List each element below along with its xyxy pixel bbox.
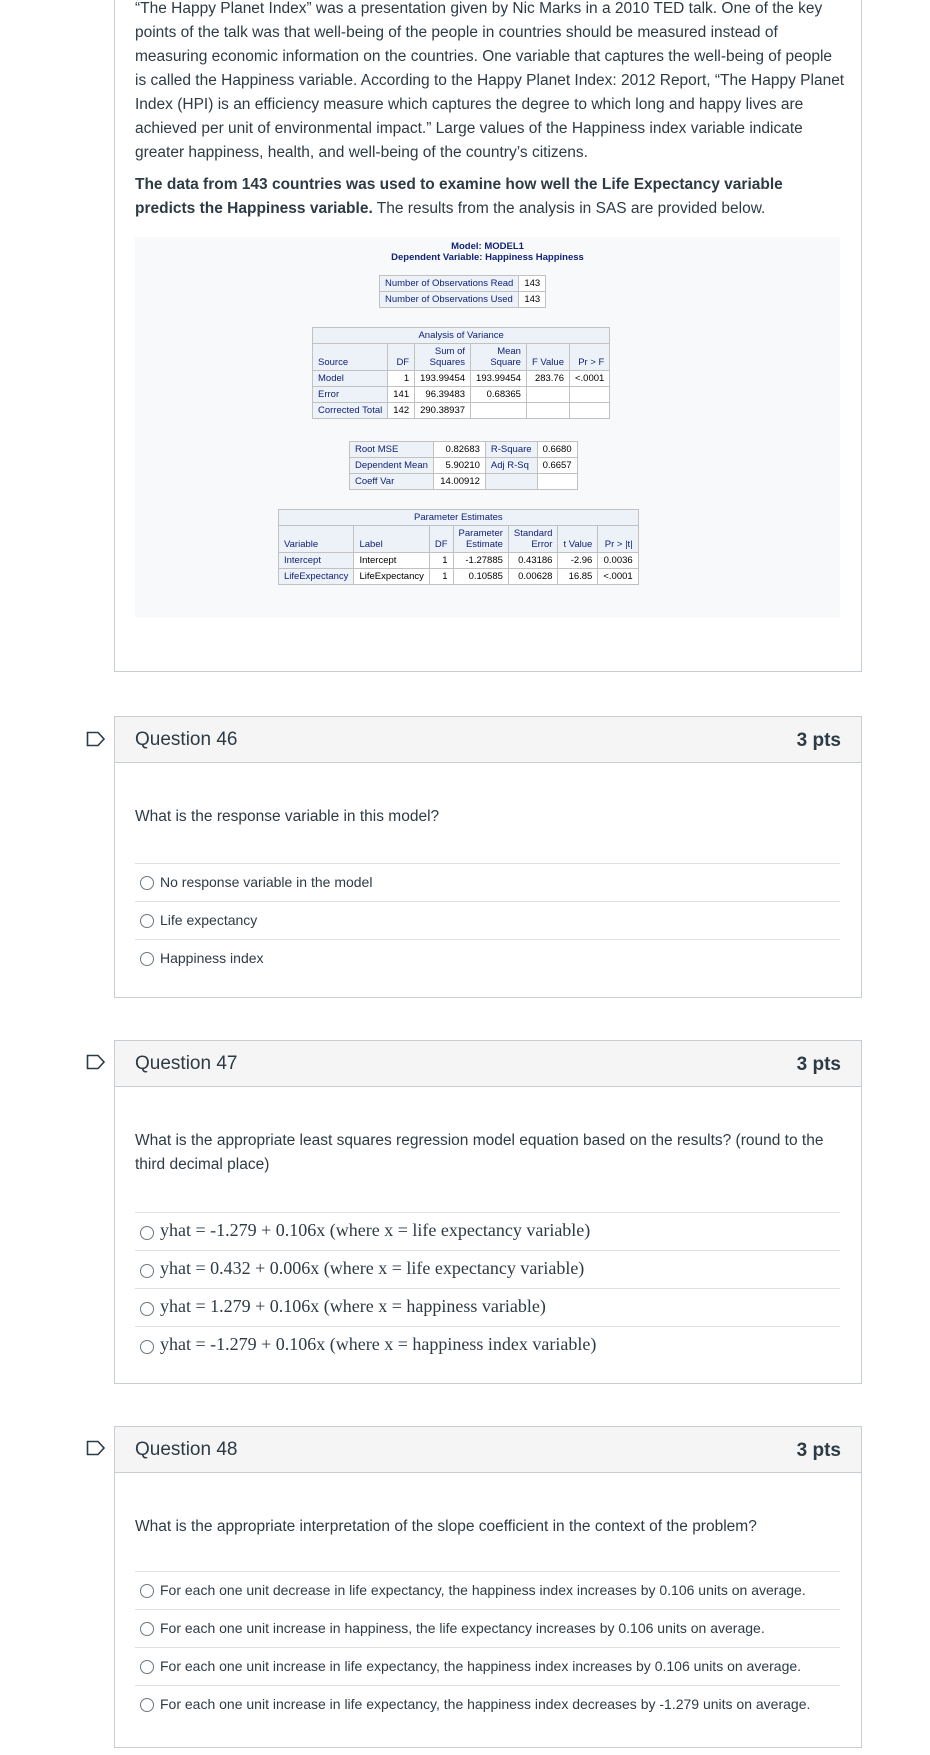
table-row: Root MSE 0.82683 R-Square 0.6680 <box>350 442 578 458</box>
table-row: Coeff Var 14.00912 <box>350 474 578 490</box>
observations-table <box>379 275 546 308</box>
intro-paragraph: “The Happy Planet Index” was a presentation given by Nic Marks in a 2010 TED talk. One of the key points of the talk was that well-being of the people in countries should be measured instead of measuring economic information on the countries. One variable that captures the well-being of people is called the Happiness variable. According to the Happy Planet Index: 2012 Report, “The Happy Planet Index (HPI) is an efficiency measure which captures the degree to which long and happy lives are achieved per unit of environmental impact.” Large values of the Happiness index variable indicate greater happiness, health, and well-being of the country’s citizens. <box>135 0 845 161</box>
table-row: Error 141 96.39483 0.68365 <box>313 387 610 403</box>
question-title: Question 48 <box>135 1439 238 1460</box>
radio-button[interactable] <box>140 1340 154 1354</box>
answer-option[interactable] <box>135 901 840 939</box>
table-row: Intercept Intercept 1 -1.27885 0.43186 -2.96 0.0036 <box>279 553 639 569</box>
radio-button[interactable] <box>140 1264 154 1278</box>
answer-option[interactable] <box>135 863 840 901</box>
question-text <box>135 0 845 229</box>
answer-label: For each one unit increase in life expectancy, the happiness index decreases by -1.279 units on average. <box>160 1696 811 1712</box>
table-header-row: Source DF Sum of Squares Mean Square F Value Pr > F <box>313 344 610 371</box>
question-47-card <box>114 1040 862 1384</box>
answer-option[interactable] <box>135 1685 840 1723</box>
question-text: What is the appropriate interpretation of the slope coefficient in the context of the problem? <box>135 1518 757 1535</box>
answer-label: For each one unit decrease in life expectancy, the happiness index increases by 0.106 units on average. <box>160 1582 806 1598</box>
intro-paragraph-2 <box>135 173 845 221</box>
answer-option[interactable] <box>135 939 840 977</box>
question-45-body <box>114 0 862 672</box>
question-header <box>115 717 861 763</box>
question-48-card <box>114 1426 862 1748</box>
question-46-card <box>114 716 862 998</box>
radio-button[interactable] <box>140 1302 154 1316</box>
answer-label: yhat = 0.432 + 0.006x (where x = life expectancy variable) <box>160 1258 585 1278</box>
radio-button[interactable] <box>140 1660 154 1674</box>
flag-question-icon[interactable] <box>86 1440 106 1456</box>
anova-table <box>312 327 610 419</box>
table-row: Corrected Total 142 290.38937 <box>313 403 610 419</box>
answer-label: Life expectancy <box>160 912 258 928</box>
parameter-estimates-table <box>278 509 639 585</box>
answer-label: yhat = 1.279 + 0.106x (where x = happiness variable) <box>160 1296 546 1316</box>
flag-question-icon[interactable] <box>86 731 106 747</box>
sas-output-image <box>135 237 840 617</box>
intro-rest-text: The results from the analysis in SAS are provided below. <box>372 200 766 217</box>
answer-label: yhat = -1.279 + 0.106x (where x = happiness index variable) <box>160 1334 597 1354</box>
sas-model-title: Model: MODEL1 <box>451 241 524 252</box>
answer-label: Happiness index <box>160 950 264 966</box>
radio-button[interactable] <box>140 952 154 966</box>
answer-option[interactable] <box>135 1288 840 1326</box>
answer-option[interactable] <box>135 1212 840 1250</box>
question-header <box>115 1427 861 1473</box>
table-row: Number of Observations Used 143 <box>380 292 546 308</box>
answer-option[interactable] <box>135 1250 840 1288</box>
fit-statistics-table <box>349 441 578 490</box>
radio-button[interactable] <box>140 1622 154 1636</box>
radio-button[interactable] <box>140 1226 154 1240</box>
question-points: 3 pts <box>796 1054 841 1075</box>
table-row: Number of Observations Read 143 <box>380 276 546 292</box>
answer-list <box>135 863 840 977</box>
radio-button[interactable] <box>140 914 154 928</box>
table-header-row: Variable Label DF Parameter Estimate Standard Error t Value Pr > |t| <box>279 526 639 553</box>
radio-button[interactable] <box>140 1584 154 1598</box>
question-points: 3 pts <box>796 1440 841 1461</box>
question-title: Question 46 <box>135 729 238 750</box>
answer-label: yhat = -1.279 + 0.106x (where x = life expectancy variable) <box>160 1220 591 1240</box>
answer-option[interactable] <box>135 1609 840 1647</box>
answer-list <box>135 1571 840 1723</box>
answer-label: No response variable in the model <box>160 874 373 890</box>
question-points: 3 pts <box>796 730 841 751</box>
radio-button[interactable] <box>140 876 154 890</box>
params-caption: Parameter Estimates <box>279 510 639 526</box>
table-row: Model 1 193.99454 193.99454 283.76 <.0001 <box>313 371 610 387</box>
intro-bold-text: The data from 143 countries was used to examine how well the Life Expectancy variable predicts the Happiness variable. <box>135 176 783 217</box>
table-row: Dependent Mean 5.90210 Adj R-Sq 0.6657 <box>350 458 578 474</box>
anova-caption: Analysis of Variance <box>313 328 610 344</box>
question-text: What is the response variable in this model? <box>135 808 440 825</box>
question-title: Question 47 <box>135 1053 238 1074</box>
question-header <box>115 1041 861 1087</box>
answer-option[interactable] <box>135 1647 840 1685</box>
answer-option[interactable] <box>135 1571 840 1609</box>
radio-button[interactable] <box>140 1698 154 1712</box>
flag-question-icon[interactable] <box>86 1054 106 1070</box>
answer-option[interactable] <box>135 1326 840 1364</box>
sas-dependent-title: Dependent Variable: Happiness Happiness <box>391 252 584 263</box>
answer-label: For each one unit increase in life expectancy, the happiness index increases by 0.106 units on average. <box>160 1658 802 1674</box>
answer-label: For each one unit increase in happiness, the life expectancy increases by 0.106 units on average. <box>160 1620 765 1636</box>
table-row: LifeExpectancy LifeExpectancy 1 0.10585 0.00628 16.85 <.0001 <box>279 569 639 585</box>
answer-list <box>135 1212 840 1364</box>
question-text: What is the appropriate least squares regression model equation based on the results? (round to the third decimal place) <box>135 1132 824 1173</box>
